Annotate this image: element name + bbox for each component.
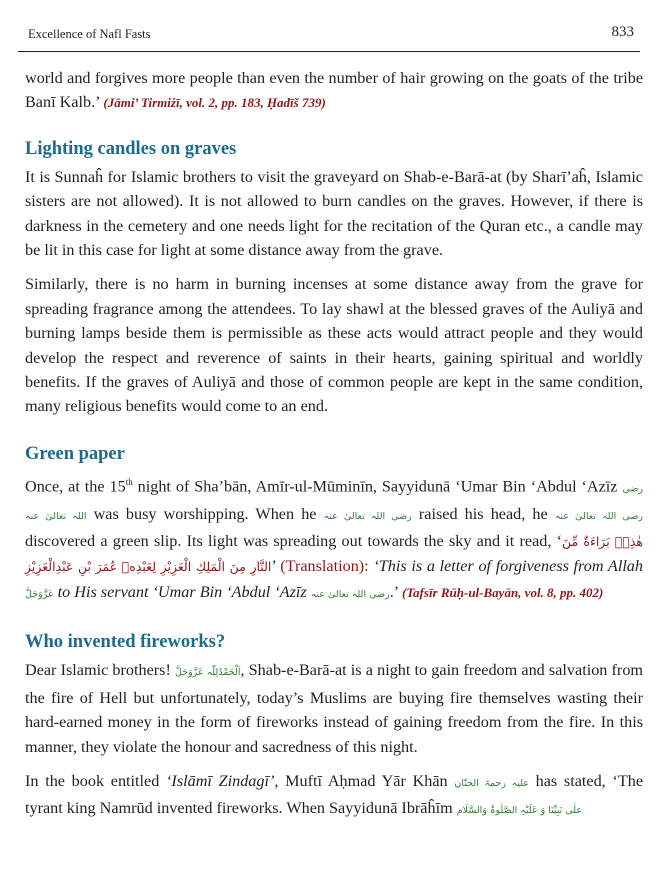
page-content [25,66,643,824]
honorific-salam: علٰی نَبِیِّنَا وَ عَلَیْہِ الصَّلٰوۃُ وَالسَّلَام [456,805,583,817]
honorific-radi-allahu-3: رضی اللہ تعالیٰ عنہ [554,510,643,522]
honorific-radi-allahu-1: رضی اللہ تعالیٰ عنہ [25,483,643,522]
heading-green-paper: Green paper [25,443,125,464]
honorific-azza-wa-jal: عَزَّوَجَلَّ [25,588,54,600]
green-text-1: Once, at the 15 [25,477,126,496]
honorific-alhamdulillah: اَلْحَمْدُلِلّٰہ عَزَّوَجَلَّ [175,667,241,679]
green-text-5: discovered a green slip. Its light was spreading out towards the sky and it read, [25,532,557,551]
page-header [28,24,640,52]
heading-candles: Lighting candles on graves [25,138,237,159]
arabic-inscription: هٰذِہٖ بَرَاءَةٌ مِّنَ النَّارِ مِنَ الْمَلِكِ الْعَزِيْزِ لِعَبْدِهٖ عُمَرَ بْنِ عَبْدِالْعَزِيْزِ [25,534,643,575]
fireworks-paragraph-1 [25,658,643,759]
page-number: 833 [611,24,634,40]
green-text-2: night of Sha’bān, Amīr-ul-Mūminīn, Sayyidunā ‘Umar Bin ‘Abdul ‘Azīz [132,477,623,496]
intro-text: world and forgives more people than even the number of hair growing on the goats of the tribe Banī Kalb.’ [25,69,643,112]
green-paper-reference: (Tafsīr Rūḥ-ul-Bayān, vol. 8, pp. 402) [401,584,604,600]
fireworks-text-1: Dear Islamic brothers! [25,661,176,680]
header-rule [18,51,640,52]
green-text-6: .’ [389,582,402,601]
book-title: ‘Islāmī Zindagī’ [166,771,275,790]
ordinal-suffix: th [125,476,133,487]
fireworks-text-5: has stated, ‘The tyrant king Namrūd invented fireworks. When Sayyidunā Ibrāĥīm [25,771,644,818]
honorific-radi-allahu-4: رضی اللہ تعالیٰ عنہ [310,588,390,600]
fireworks-text-4: , Muftī Aḥmad Yār Khān [274,771,455,790]
green-text-3: was busy worshipping. When he [86,504,324,523]
intro-paragraph [25,66,643,116]
running-title: Excellence of Nafl Fasts [28,27,151,41]
quote-close: ’ [271,557,281,576]
intro-reference: (Jāmi’ Tirmiżī, vol. 2, pp. 183, Ḥadīš 739) [103,95,326,111]
translation-label: (Translation): [280,557,369,576]
fireworks-paragraph-2 [25,769,643,824]
translation-text-2: to His servant ‘Umar Bin ‘Abdul ‘Azīz [53,582,311,601]
fireworks-text-2: , Shab-e-Barā-at is a night to gain freedom and salvation from the fire of Hell but unfortunately, today’s Muslims are buying fire themselves wasting their hard-earned money in the form of fireworks instead of gaining freedom from the fire. In this manner, they violate the honour and sacredness of this night. [25,661,644,756]
green-text-4: raised his head, he [411,504,555,523]
honorific-rahmatullah: علیہ رحمۃ الحنّان [454,777,529,789]
heading-fireworks: Who invented fireworks? [25,632,226,653]
fireworks-text-3: In the book entitled [25,771,167,790]
translation-text-1: ‘This is a letter of forgiveness from Allah [368,557,643,576]
green-paper-paragraph [25,470,643,607]
quote-open: ‘ [556,532,563,551]
honorific-radi-allahu-2: رضی اللہ تعالیٰ عنہ [323,510,412,522]
candles-paragraph-1: It is Sunnaĥ for Islamic brothers to visit the graveyard on Shab-e-Barā-at (by Sharī’aĥ, Islamic sisters are not allowed). It is not allowed to burn candles on the graves. However, if there is darkness in the cemetery and one needs light for the recitation of the Quran etc., a candle may be lit in this case for light at some distance away from the grave. [25,167,643,260]
candles-paragraph-2: Similarly, there is no harm in burning incenses at some distance away from the grave for spreading fragrance among the attendees. To lay shawl at the blessed graves of the Auliyā and burning lamps beside them is permissible as these acts would attract people and they would develop the respect and reverence of saints in their hearts, gaining spiritual and worldly benefits. If the graves of Auliyā and those of common people are kept in the same condition, many religious benefits would come to an end. [25,275,643,416]
